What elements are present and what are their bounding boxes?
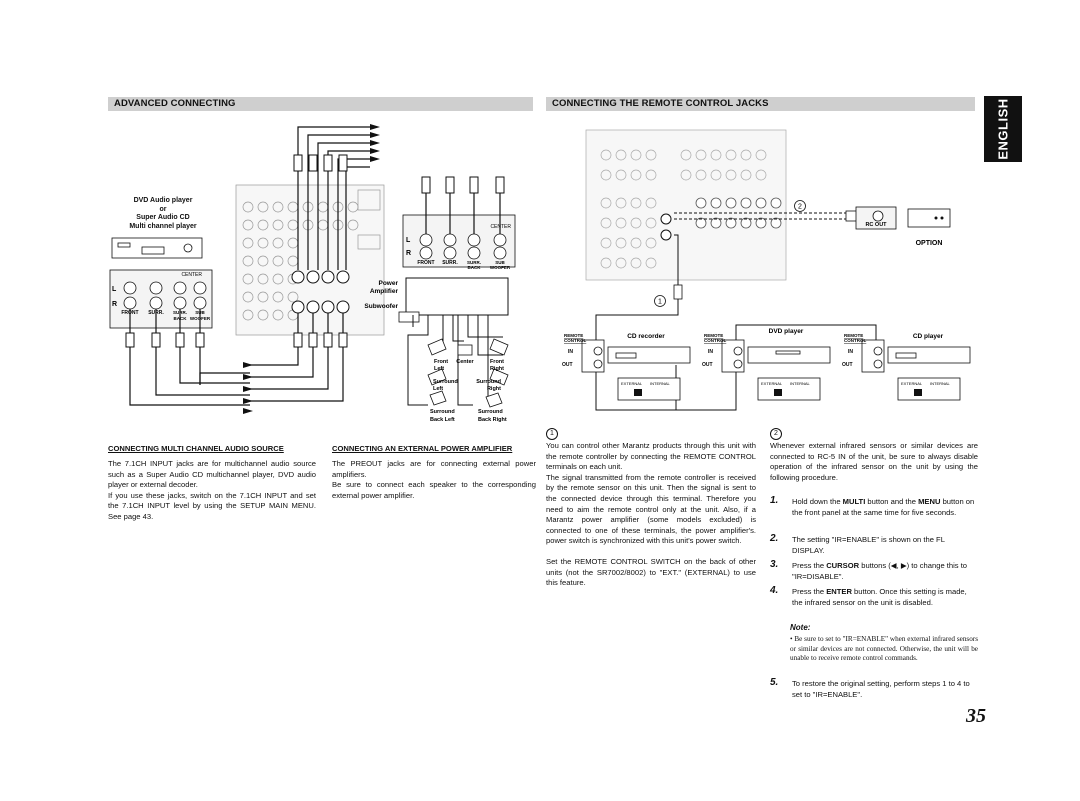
source-label-1: DVD Audio player: [133, 197, 193, 204]
speaker-surround-left-2: Left: [433, 386, 444, 392]
step-4-pre: Press the: [792, 587, 827, 596]
player-center-label: CENTER: [181, 272, 202, 278]
player-front-label: FRONT: [121, 310, 139, 316]
step-3-text: [792, 561, 978, 582]
remote-control-label-4: CONTROL: [704, 338, 727, 343]
internal-label-3: INTERNAL: [930, 381, 950, 386]
speaker-front-left-2: Left: [434, 366, 445, 372]
amp-r-label: R: [406, 250, 412, 257]
dvd-audio-player: [112, 238, 202, 258]
remote-control-label-3: REMOTE: [704, 333, 724, 338]
step-4-text: [792, 587, 978, 608]
internal-label-1: INTERNAL: [650, 381, 670, 386]
multichannel-connection-diagram: [108, 115, 533, 435]
step-3-bold: CURSOR: [826, 561, 860, 570]
amp-center-label: CENTER: [490, 224, 511, 230]
cd-player-label: CD player: [912, 333, 944, 340]
speaker-back-right-1: Surround: [478, 409, 503, 415]
multi-channel-p2: If you use these jacks, switch on the 7.1CH INPUT and set the 7.1CH INPUT level by using the SETUP MAIN MENU. See page 43.: [108, 490, 316, 521]
power-amplifier-box: [406, 278, 508, 315]
speaker-front-left-1: Front: [434, 359, 449, 365]
option-device: [908, 209, 950, 227]
step-4-post: button. Once this setting is made, the infrared sensor on the unit is disabled.: [792, 587, 967, 607]
speakers: [428, 339, 508, 407]
step-5: [770, 679, 978, 701]
col2-marker: 2: [770, 428, 782, 440]
rc-out-label: RC OUT: [865, 222, 887, 228]
step-3-post: buttons (◀, ▶) to change this to "IR=DISABLE".: [792, 561, 968, 581]
amp-sub-label-1: SUB: [495, 260, 505, 265]
remote-col1-p3: Set the REMOTE CONTROL SWITCH on the back of other units (not the SR7002/8002) to "EXT." (EXTERNAL) to use this feature.: [546, 556, 756, 588]
upper-arrows: [370, 124, 380, 162]
step-1: [770, 497, 978, 531]
step-1-bold-1: MULTI: [842, 497, 866, 506]
section-title-remote-control-jacks: CONNECTING THE REMOTE CONTROL JACKS: [546, 97, 975, 111]
note-label: Note:: [790, 623, 811, 632]
speaker-surround-right-2: Right: [486, 386, 501, 392]
internal-label-2: INTERNAL: [790, 381, 810, 386]
in-label-1: IN: [568, 349, 573, 355]
step-2-text: The setting "IR=ENABLE" is shown on the FL DISPLAY.: [792, 535, 945, 555]
language-tab-label: ENGLISH: [995, 98, 1011, 160]
remote-col2-p1: Whenever external infrared sensors or similar devices are connected to RC-5 IN of the unit, be sure to always disable operation of the infrared sensor on the unit by using the following procedure.: [770, 441, 978, 482]
remote-col1-p1: You can control other Marantz products through this unit with the remote controller by connecting the REMOTE CONTROL terminals on each unit.: [546, 441, 756, 472]
step-3-num: 3.: [770, 559, 779, 570]
step-1-post: button on the front panel at the same time for five seconds.: [792, 497, 975, 517]
amp-front-label: FRONT: [417, 260, 435, 266]
step-4: [770, 587, 978, 621]
remote-col1-p2: The signal transmitted from the remote controller is received by the remote sensor on this unit. Then the signal is sent to the connected device through this terminal. Therefore you need to aim the remote control only at the unit. Also, if a Marantz power amplifier (some models excluded) is connected to one of these terminals, the power amplifier's. power switch is synchronized with this unit's power switch.: [546, 472, 756, 546]
speaker-front-right-2: Right: [489, 366, 504, 372]
cd-recorder-label: CD recorder: [627, 333, 665, 340]
step-5-text: To restore the original setting, perform steps 1 to 4 to set to "IR=ENABLE".: [792, 679, 970, 699]
step-4-num: 4.: [770, 585, 779, 596]
external-label-3: EXTERNAL: [901, 381, 923, 386]
amp-sub-label-2: WOOFER: [489, 265, 511, 270]
dvd-player-unit: [748, 347, 830, 363]
amp-surr-label: SURR.: [442, 260, 458, 266]
subwoofer-label: Subwoofer: [364, 303, 398, 310]
remote-control-connection-diagram: [546, 115, 976, 420]
in-label-2: IN: [708, 349, 713, 355]
in-label-3: IN: [848, 349, 853, 355]
speaker-back-right-2: Back Right: [478, 417, 507, 423]
out-label-3: OUT: [842, 362, 853, 368]
step-1-pre: Hold down the: [792, 497, 843, 506]
marker-2: 2: [798, 203, 802, 211]
player-l-label: L: [112, 286, 117, 293]
amp-surr-back-label-1: SURR.: [466, 260, 482, 265]
step-2-num: 2.: [770, 533, 779, 544]
external-amp-heading: CONNECTING AN EXTERNAL POWER AMPLIFIER: [332, 444, 513, 453]
step-1-num: 1.: [770, 495, 779, 506]
source-label-2: or: [159, 205, 167, 213]
multi-channel-text: [108, 459, 316, 523]
remote-col1-text: [546, 441, 756, 589]
remote-col2-intro: [770, 441, 978, 483]
external-amp-text: [332, 459, 536, 501]
step-4-bold: ENTER: [826, 587, 852, 596]
player-surr-back-label-2: BACK: [173, 316, 187, 321]
remote-control-label-2: CONTROL: [564, 338, 587, 343]
step-1-mid: button and the: [865, 497, 919, 506]
source-label-3: Super Audio CD: [136, 214, 190, 221]
player-surr-back-label-1: SURR.: [172, 310, 188, 315]
amp-surr-back-label-2: BACK: [467, 265, 481, 270]
lower-arrows: [243, 362, 253, 414]
col1-marker: 1: [546, 428, 558, 440]
dvd-player-label: DVD player: [768, 328, 804, 335]
player-r-label: R: [112, 301, 118, 308]
step-3: [770, 561, 978, 583]
source-player-caption: [108, 197, 218, 231]
out-label-1: OUT: [562, 362, 573, 368]
remote-control-label-6: CONTROL: [844, 338, 867, 343]
speaker-center: Center: [456, 359, 474, 365]
speaker-back-left-2: Back Left: [430, 417, 455, 423]
amp-l-label: L: [406, 237, 411, 244]
player-sub-label-1: SUB: [195, 310, 205, 315]
multi-channel-heading: CONNECTING MULTI CHANNEL AUDIO SOURCE: [108, 444, 284, 453]
remote-control-label-5: REMOTE: [844, 333, 864, 338]
step-3-pre: Press the: [792, 561, 827, 570]
step-5-num: 5.: [770, 677, 779, 688]
remote-control-label-1: REMOTE: [564, 333, 584, 338]
step-1-bold-2: MENU: [918, 497, 941, 506]
player-surr-label: SURR.: [148, 310, 164, 316]
multi-channel-p1: The 7.1CH INPUT jacks are for multichannel audio source such as a Super Audio CD multichannel player, DVD audio player or external decoder.: [108, 459, 316, 490]
external-label-1: EXTERNAL: [621, 381, 643, 386]
external-amp-p1: The PREOUT jacks are for connecting external power amplifiers.: [332, 459, 536, 479]
language-tab: [984, 96, 1022, 162]
note-text: • Be sure to set to "IR=ENABLE" when external infrared sensors or similar devices are not connected. Otherwise, the unit will be unable to receive remote control commands.: [790, 635, 978, 663]
power-label-2: Amplifier: [369, 288, 398, 295]
speaker-back-left-1: Surround: [430, 409, 455, 415]
player-sub-label-2: WOOFER: [189, 316, 211, 321]
step-1-text: [792, 497, 978, 518]
step-2: [770, 535, 978, 557]
power-label-1: Power: [378, 280, 398, 287]
out-label-2: OUT: [702, 362, 713, 368]
speaker-surround-right-1: Surround: [476, 379, 501, 385]
external-label-2: EXTERNAL: [761, 381, 783, 386]
page-number: 35: [966, 705, 986, 727]
external-amp-p2: Be sure to connect each speaker to the corresponding external power amplifier.: [332, 480, 536, 500]
source-label-4: Multi channel player: [129, 222, 197, 230]
section-title-advanced-connecting: ADVANCED CONNECTING: [108, 97, 533, 111]
option-label: OPTION: [915, 240, 943, 247]
subwoofer-icon: [399, 312, 419, 322]
marker-1: 1: [658, 298, 662, 306]
speaker-front-right-1: Front: [489, 359, 504, 365]
speaker-surround-left-1: Surround: [433, 379, 458, 385]
